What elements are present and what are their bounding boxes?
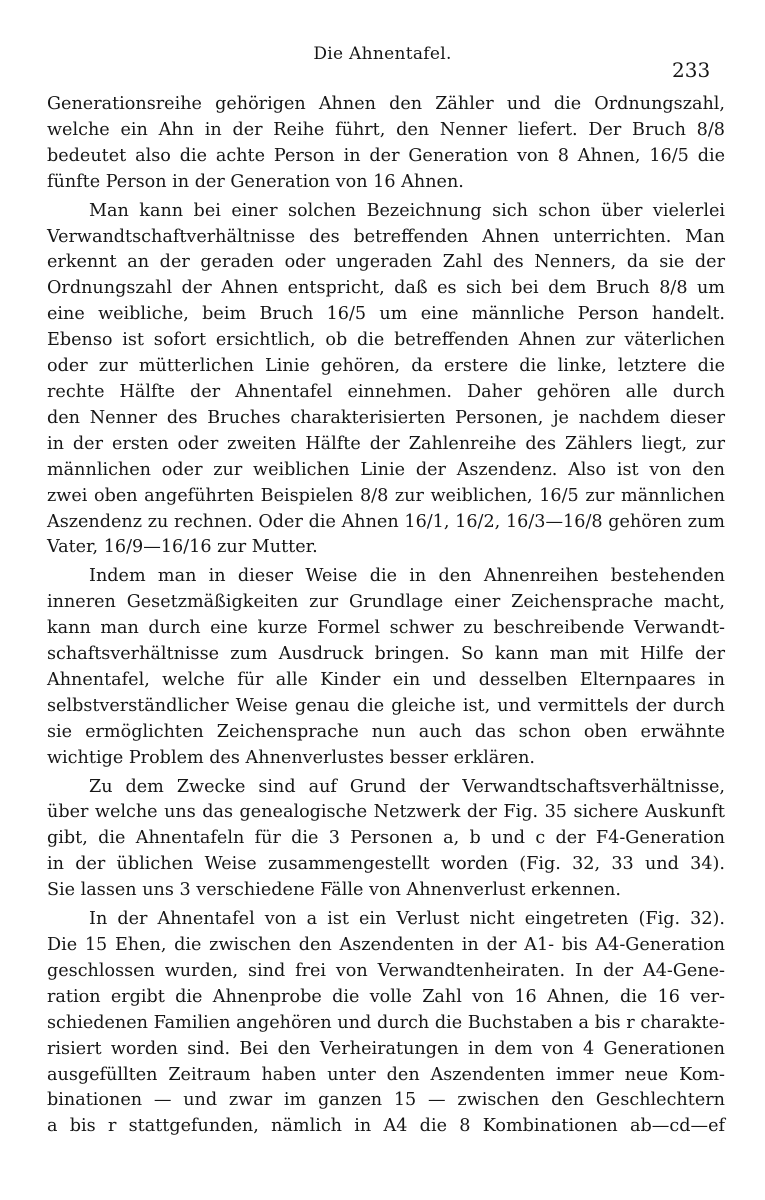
text-line: Die 15 Ehen, die zwischen den Aszendenten in der A1- bis A4-Generation — [47, 935, 725, 955]
text-line: risiert worden sind. Bei den Verheiratungen in dem von 4 Generationen — [47, 1038, 725, 1059]
text-line: selbstverständlicher Weise genau die gleiche ist, und vermittels der durch — [47, 695, 725, 716]
text-line: inneren Gesetzmäßigkeiten zur Grundlage einer Zeichensprache macht, — [47, 592, 725, 613]
text-line: gibt, die Ahnentafeln für die 3 Personen a, b und c der F4-Generation — [47, 828, 725, 849]
paragraph-3 — [47, 564, 725, 771]
text-line: rechte Hälfte der Ahnentafel einnehmen. Daher gehören alle durch — [47, 381, 725, 402]
text-line: a bis r stattgefunden, nämlich in A4 die 8 Kombinationen ab—cd—ef — [47, 1116, 725, 1137]
body-text — [47, 92, 725, 1140]
text-line: über welche uns das genealogische Netzwerk der Fig. 35 sichere Auskunft — [47, 802, 725, 823]
text-line: kann man durch eine kurze Formel schwer zu beschreibende Verwandt- — [47, 618, 725, 639]
paragraph-4 — [47, 775, 725, 905]
text-line: Vater, 16/9—16/16 zur Mutter. — [47, 537, 318, 558]
text-line: Ebenso ist sofort ersichtlich, ob die betreffenden Ahnen zur väterlichen — [47, 330, 725, 351]
text-line: Indem man in dieser Weise die in den Ahnenreihen bestehenden — [89, 566, 725, 587]
text-line: Ordnungszahl der Ahnen entspricht, daß es sich bei dem Bruch 8/8 um — [47, 278, 725, 299]
text-line: fünfte Person in der Generation von 16 Ahnen. — [47, 171, 464, 192]
text-line: oder zur mütterlichen Linie gehören, da erstere die linke, letztere die — [47, 356, 725, 377]
text-line: ausgefüllten Zeitraum haben unter den Aszendenten immer neue Kom- — [47, 1064, 725, 1085]
text-line: Verwandtschaftverhältnisse des betreffenden Ahnen unterrichten. Man — [47, 226, 725, 247]
text-line: ration ergibt die Ahnenprobe die volle Zahl von 16 Ahnen, die 16 ver- — [47, 986, 725, 1007]
text-line: Zu dem Zwecke sind auf Grund der Verwandtschaftsverhältnisse, — [89, 776, 725, 797]
text-line: sie ermöglichten Zeichensprache nun auch das schon oben erwähnte — [47, 721, 725, 742]
text-line: männlichen oder zur weiblichen Linie der Aszendenz. Also ist von den — [47, 459, 725, 480]
paragraph-5 — [47, 907, 725, 1140]
text-line: Ahnentafel, welche für alle Kinder ein und desselben Elternpaares in — [47, 669, 725, 690]
text-line: welche ein Ahn in der Reihe führt, den Nenner liefert. Der Bruch 8/8 — [47, 119, 725, 140]
text-line: bedeutet also die achte Person in der Generation von 8 Ahnen, 16/5 die — [47, 145, 725, 166]
running-title: Die Ahnentafel. — [313, 44, 452, 64]
page-number: 233 — [672, 58, 711, 82]
text-line: erkennt an der geraden oder ungeraden Zahl des Nenners, da sie der — [47, 252, 725, 273]
text-line: Aszendenz zu rechnen. Oder die Ahnen 16/1, 16/2, 16/3—16/8 gehören zum — [47, 511, 725, 532]
text-line: schiedenen Familien angehören und durch die Buchstaben a bis r charakte- — [47, 1012, 725, 1033]
text-line: zwei oben angeführten Beispielen 8/8 zur weiblichen, 16/5 zur männlichen — [47, 485, 725, 506]
text-line: schaftsverhältnisse zum Ausdruck bringen. So kann man mit Hilfe der — [47, 644, 725, 665]
paragraph-1 — [47, 92, 725, 196]
text-line: wichtige Problem des Ahnenverlustes besser erklären. — [47, 747, 536, 768]
text-line: in der üblichen Weise zusammengestellt worden (Fig. 32, 33 und 34). — [47, 854, 725, 875]
text-line: Generationsreihe gehörigen Ahnen den Zähler und die Ordnungszahl, — [47, 94, 725, 114]
text-line: binationen — und zwar im ganzen 15 — zwischen den Geschlechtern — [47, 1090, 725, 1111]
text-line: eine weibliche, beim Bruch 16/5 um eine männliche Person handelt. — [47, 304, 725, 325]
text-line: Man kann bei einer solchen Bezeichnung sich schon über vielerlei — [89, 200, 725, 221]
text-line: Sie lassen uns 3 verschiedene Fälle von Ahnenverlust erkennen. — [47, 880, 621, 901]
text-line: den Nenner des Bruches charakterisierten Personen, je nachdem dieser — [47, 407, 725, 428]
text-line: geschlossen wurden, sind frei von Verwandtenheiraten. In der A4-Gene- — [47, 960, 725, 981]
text-line: in der ersten oder zweiten Hälfte der Zahlenreihe des Zählers liegt, zur — [47, 433, 725, 454]
text-line: In der Ahnentafel von a ist ein Verlust nicht eingetreten (Fig. 32). — [89, 909, 725, 930]
paragraph-2 — [47, 199, 725, 562]
